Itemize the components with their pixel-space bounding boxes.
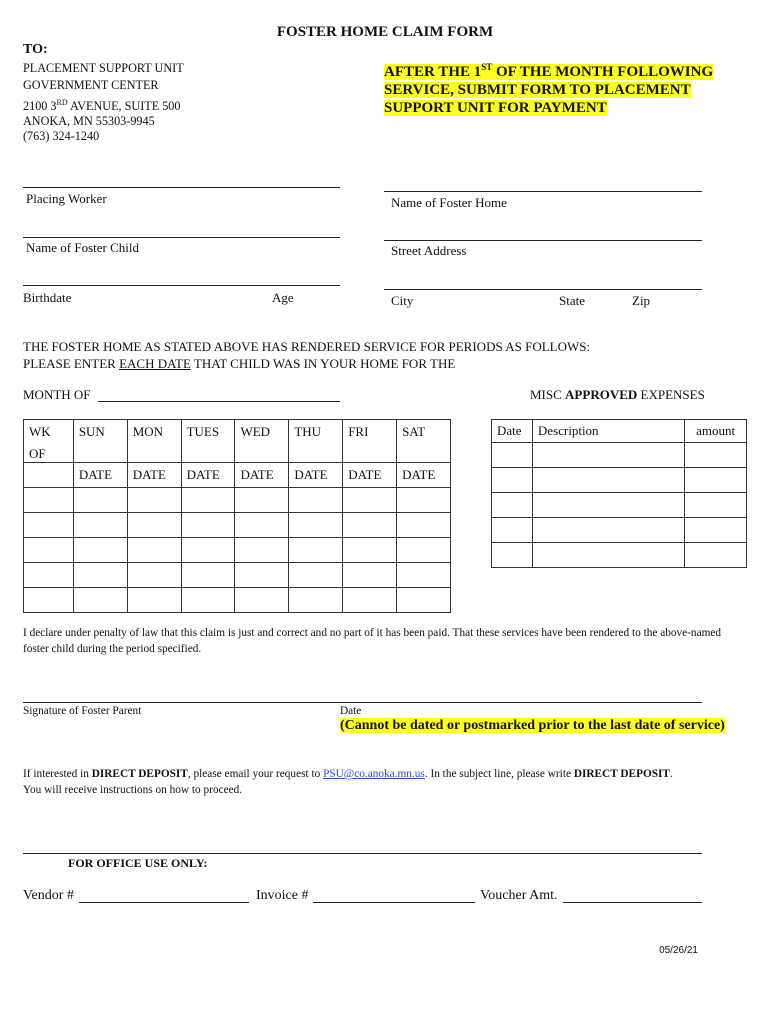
day-header: THU [289, 420, 343, 463]
street-line[interactable] [384, 240, 702, 241]
misc-expenses-label: MISC APPROVED EXPENSES [530, 387, 705, 402]
birthdate-line[interactable] [23, 285, 340, 286]
vendor-label: Vendor # [23, 888, 74, 903]
week-row[interactable] [24, 563, 451, 588]
direct-deposit-info: If interested in DIRECT DEPOSIT, please email your request to PSU@co.anoka.mn.us. In the subject line, please write DIRECT DEPOSIT. You will receive instructions on how to proceed. [23, 768, 673, 796]
invoice-label: Invoice # [256, 888, 309, 903]
invoice-line[interactable] [313, 902, 475, 903]
date-header: DATE [289, 463, 343, 488]
to-label: TO: [23, 42, 48, 57]
foster-home-label: Name of Foster Home [391, 195, 507, 210]
day-header: SUN [73, 420, 127, 463]
day-header: TUES [181, 420, 235, 463]
foster-child-line[interactable] [23, 237, 340, 238]
expense-row[interactable] [492, 468, 747, 493]
expense-description-header: Description [532, 420, 684, 443]
day-header: WED [235, 420, 289, 463]
date-header: DATE [127, 463, 181, 488]
week-row[interactable] [24, 588, 451, 613]
date-label: Date [340, 705, 362, 717]
expense-amount-header: amount [685, 420, 747, 443]
address-line: PLACEMENT SUPPORT UNIT [23, 61, 184, 75]
birthdate-label: Birthdate [23, 290, 72, 305]
address-line: ANOKA, MN 55303-9945 [23, 114, 155, 129]
office-use-heading: FOR OFFICE USE ONLY: [68, 856, 208, 870]
expense-table [491, 419, 747, 568]
foster-home-line[interactable] [384, 191, 702, 192]
age-label: Age [272, 290, 294, 305]
office-divider [23, 853, 702, 854]
month-of-line[interactable] [98, 401, 340, 402]
week-row[interactable] [24, 488, 451, 513]
date-header: DATE [343, 463, 397, 488]
week-row[interactable] [24, 538, 451, 563]
week-row[interactable] [24, 513, 451, 538]
declaration-text: I declare under penalty of law that this claim is just and correct and no part of it has been paid. That these services have been rendered to the above-named foster child during the period specified. [23, 627, 722, 655]
day-header: SAT [397, 420, 451, 463]
form-title: FOSTER HOME CLAIM FORM [276, 24, 494, 40]
submission-notice: AFTER THE 1ST OF THE MONTH FOLLOWING SERVICE, SUBMIT FORM TO PLACEMENT SUPPORT UNIT FOR PAYMENT [384, 62, 714, 116]
street-label: Street Address [391, 243, 467, 258]
expense-row[interactable] [492, 443, 747, 468]
voucher-line[interactable] [563, 902, 702, 903]
dating-warning: (Cannot be dated or postmarked prior to the last date of service) [340, 718, 725, 733]
placing-worker-label: Placing Worker [26, 191, 107, 206]
address-line: GOVERNMENT CENTER [23, 78, 159, 92]
signature-line[interactable] [23, 702, 702, 703]
expense-date-header: Date [492, 420, 533, 443]
foster-child-label: Name of Foster Child [26, 240, 140, 255]
address-line: 2100 3RD AVENUE, SUITE 500 [23, 98, 181, 114]
city-line[interactable] [384, 289, 702, 290]
signature-label: Signature of Foster Parent [23, 705, 142, 717]
service-week-table [23, 419, 451, 613]
date-header: DATE [235, 463, 289, 488]
date-header: DATE [397, 463, 451, 488]
month-of-label: MONTH OF [23, 387, 91, 402]
date-header: DATE [181, 463, 235, 488]
expense-row[interactable] [492, 543, 747, 568]
expense-row[interactable] [492, 493, 747, 518]
service-statement: THE FOSTER HOME AS STATED ABOVE HAS RENDERED SERVICE FOR PERIODS AS FOLLOWS: PLEASE ENTER EACH DATE THAT CHILD WAS IN YOUR HOME FOR THE [23, 339, 591, 371]
voucher-label: Voucher Amt. [480, 888, 558, 903]
zip-label: Zip [632, 293, 651, 308]
day-header: MON [127, 420, 181, 463]
date-header: DATE [73, 463, 127, 488]
address-block [23, 60, 184, 145]
wk-header: WK OF [24, 420, 74, 463]
email-link[interactable]: PSU@co.anoka.mn.us [323, 768, 425, 780]
wk-cell [24, 463, 74, 488]
state-label: State [559, 293, 585, 308]
placing-worker-line[interactable] [23, 187, 340, 188]
vendor-line[interactable] [79, 902, 249, 903]
expense-row[interactable] [492, 518, 747, 543]
city-label: City [391, 293, 414, 308]
form-revision-date: 05/26/21 [659, 945, 698, 956]
address-line: (763) 324-1240 [23, 129, 100, 144]
day-header: FRI [343, 420, 397, 463]
